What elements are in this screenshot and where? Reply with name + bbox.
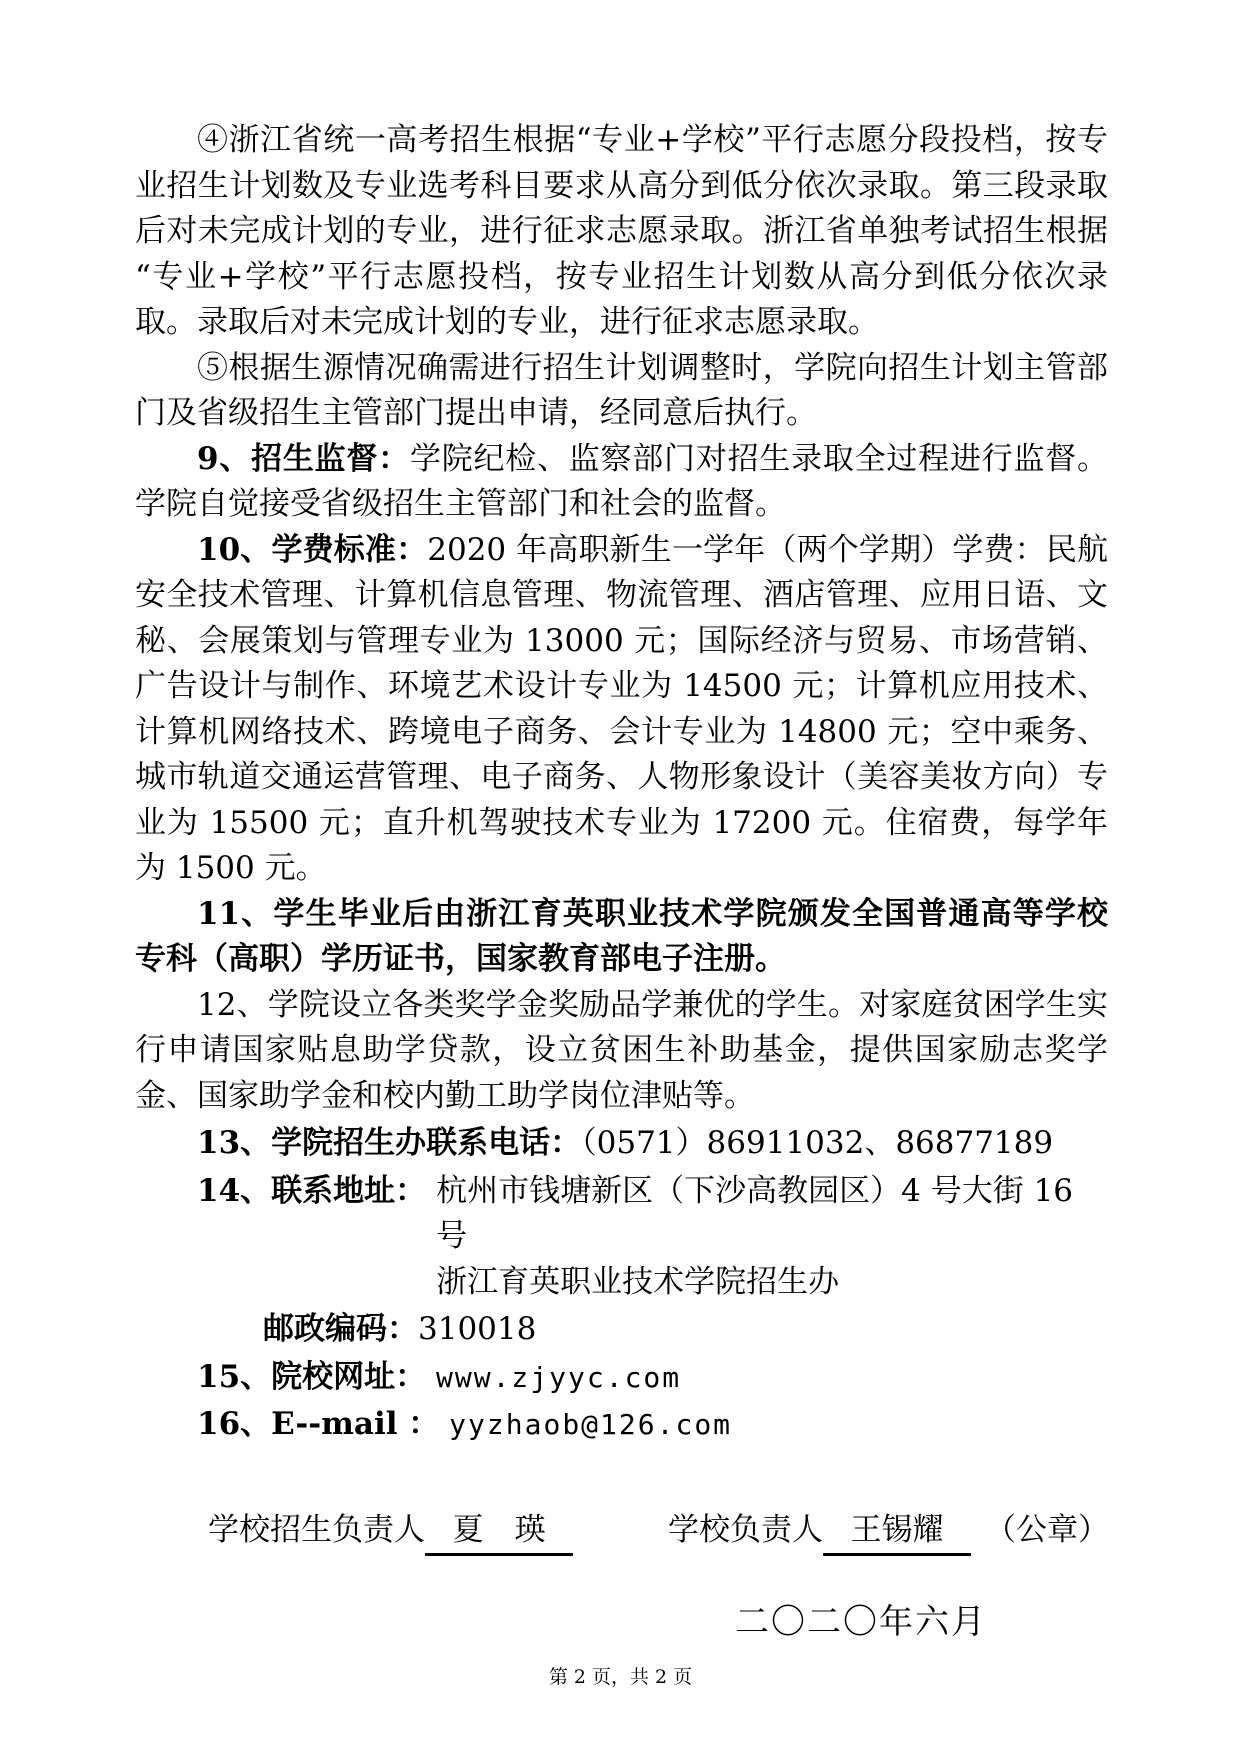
contact-website-value: www.zjyyc.com <box>436 1360 682 1394</box>
signature-left-label: 学校招生负责人 <box>208 1511 425 1548</box>
contact-postcode-label: 邮政编码： <box>263 1311 418 1347</box>
paragraph-circle5 <box>135 346 1108 437</box>
contact-website-row <box>135 1355 1108 1401</box>
contact-email-row <box>135 1402 1108 1448</box>
paragraph-circle4 <box>135 118 1108 346</box>
item-9-supervision <box>135 437 1108 528</box>
contact-address-value <box>436 1169 1108 1306</box>
paragraph-circle4-text: ④浙江省统一高考招生根据“专业+学校”平行志愿分段投档，按专业招生计划数及专业选考科目要求从高分到低分依次录取。第三段录取后对未完成计划的专业，进行征求志愿录取。浙江省单独考试招生根据“专业+学校”平行志愿投档，按专业招生计划数从高分到低分依次录取。录取后对未完成计划的专业，进行征求志愿录取。 <box>135 122 1108 340</box>
item-11-text: 11、学生毕业后由浙江育英职业技术学院颁发全国普通高等学校专科（高职）学历证书，国家教育部电子注册。 <box>135 895 1108 977</box>
contact-address-label: 14、联系地址： <box>197 1172 427 1209</box>
contact-address-row <box>135 1169 1108 1306</box>
contact-address-line2: 浙江育英职业技术学院招生办 <box>436 1263 840 1300</box>
document-body <box>135 118 1108 1646</box>
contact-website-label: 15、院校网址： <box>197 1358 427 1395</box>
item-11-certificate <box>135 892 1108 983</box>
item-9-label: 9、招生监督： <box>197 440 410 477</box>
contact-address-line1: 杭州市钱塘新区（下沙高教园区）4 号大街 16 号 <box>436 1172 1074 1254</box>
contact-phone-row <box>135 1121 1108 1167</box>
signature-right-label: 学校负责人 <box>668 1511 823 1548</box>
page-footer: 第 2 页，共 2 页 <box>548 1666 693 1688</box>
contact-phone-label: 13、学院招生办联系电话： <box>197 1125 582 1161</box>
contact-email-value: yyzhaob@126.com <box>449 1408 733 1441</box>
item-10-text: 2020 年高职新生一学年（两个学期）学费：民航安全技术管理、计算机信息管理、物流管理、酒店管理、应用日语、文秘、会展策划与管理专业为 13000 元；国际经济与贸易、市场营销、广告设计与制作、环境艺术设计专业为 14500 元；计算机应用技术、计算机网络技术、跨境电子商务、会计专业为 14800 元；空中乘务、城市轨道交通运营管理、电子商务、人物形象设计（美容美妆方向）专业为 15500 元；直升机驾驶技术专业为 17200 元。住宿费，每学年为 1500 元。 <box>135 531 1108 886</box>
contact-phone-value: （0571）86911032、86877189 <box>581 1125 1054 1161</box>
item-9-text: 学院纪检、监察部门对招生录取全过程进行监督。学院自觉接受省级招生主管部门和社会的监督。 <box>135 440 1109 522</box>
item-10-label: 10、学费标准： <box>197 531 428 568</box>
contact-email-label: 16、E--mail ： <box>197 1406 440 1442</box>
item-12-scholarship <box>135 983 1108 1120</box>
contact-postcode-value: 310018 <box>418 1311 537 1347</box>
item-10-tuition <box>135 528 1108 892</box>
signature-left-name: 夏 瑛 <box>425 1508 573 1557</box>
seal-note: （公章） <box>985 1511 1109 1548</box>
paragraph-circle5-text: ⑤根据生源情况确需进行招生计划调整时，学院向招生计划主管部门及省级招生主管部门提出申请，经同意后执行。 <box>135 349 1108 431</box>
signature-right-name: 王锡耀 <box>823 1508 971 1557</box>
document-date: 二〇二〇年六月 <box>735 1602 987 1642</box>
item-12-text: 12、学院设立各类奖学金奖励品学兼优的学生。对家庭贫困学生实行申请国家贴息助学贷款，设立贫困生补助基金，提供国家励志奖学金、国家助学金和校内勤工助学岗位津贴等。 <box>135 986 1108 1114</box>
signature-row <box>135 1508 1108 1557</box>
contact-postcode-row <box>135 1307 1108 1353</box>
